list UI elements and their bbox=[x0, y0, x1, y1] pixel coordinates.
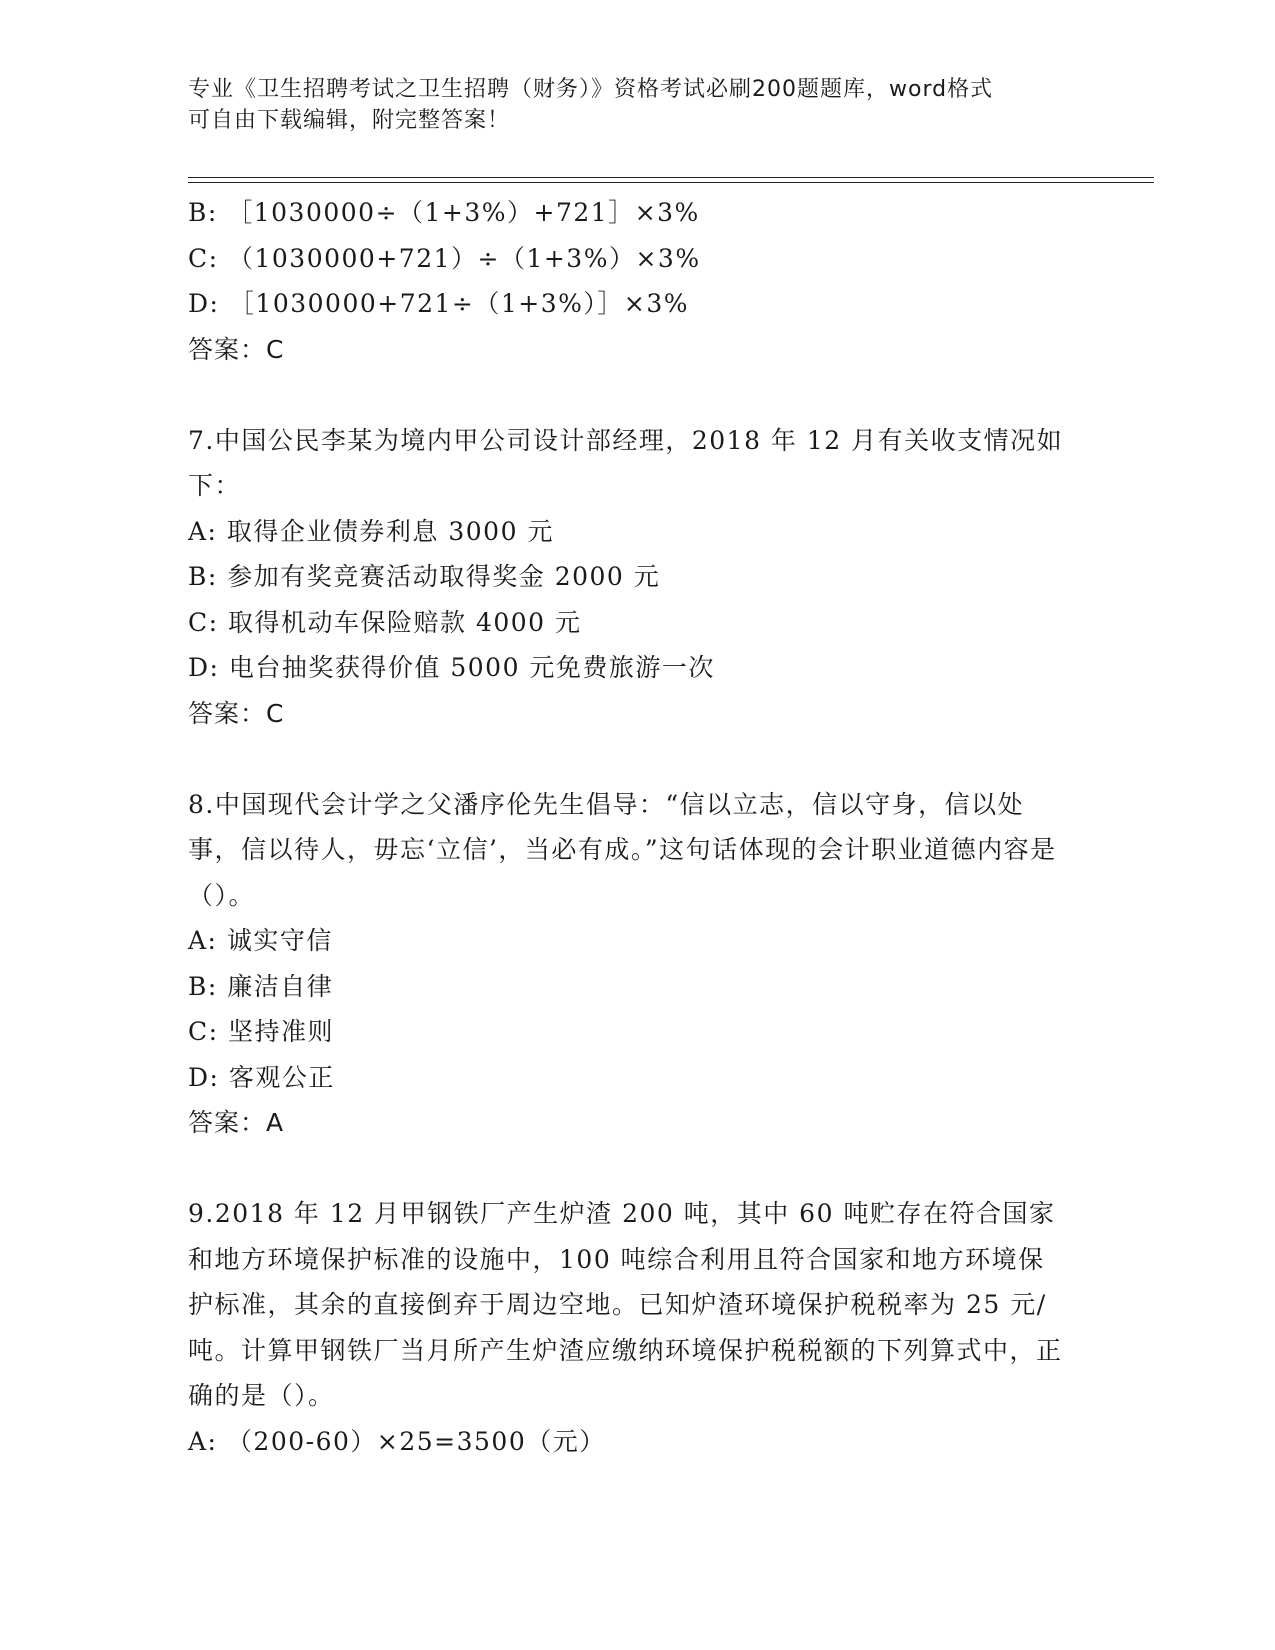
question-6-continued bbox=[188, 190, 1088, 372]
question-7 bbox=[188, 418, 1088, 737]
document-header bbox=[188, 74, 1068, 136]
header-divider-bottom bbox=[188, 182, 1154, 183]
spacer bbox=[188, 1146, 1088, 1192]
question-stem: 9.2018 年 12 月甲钢铁厂产生炉渣 200 吨，其中 60 吨贮存在符合国家和地方环境保护标准的设施中，100 吨综合利用且符合国家和地方环境保护标准，其余的直接倒弃于周边空地。已知炉渣环境保护税税率为 25 元/吨。计算甲钢铁厂当月所产生炉渣应缴纳环境保护税税额的下列算式中，正确的是（）。 bbox=[188, 1199, 1063, 1410]
option-a: A: （200-60）×25=3500（元） bbox=[188, 1426, 606, 1456]
header-line-1: 专业《卫生招聘考试之卫生招聘（财务）》资格考试必刷200题题库，word格式 bbox=[188, 77, 994, 102]
option-a: A: 取得企业债券利息 3000 元 bbox=[188, 516, 554, 546]
question-list bbox=[188, 190, 1088, 1464]
answer-line: 答案：C bbox=[188, 698, 285, 728]
spacer bbox=[188, 736, 1088, 782]
question-9 bbox=[188, 1191, 1088, 1464]
spacer bbox=[188, 372, 1088, 418]
header-line-2: 可自由下载编辑，附完整答案！ bbox=[188, 108, 511, 133]
option-b: B: 参加有奖竞赛活动取得奖金 2000 元 bbox=[188, 562, 661, 591]
option-c: C: （1030000+721）÷（1+3%）×3% bbox=[188, 243, 701, 273]
option-b: B: ［1030000÷（1+3%）+721］×3% bbox=[188, 198, 700, 227]
option-d: D: ［1030000+721÷（1+3%）］×3% bbox=[188, 289, 689, 318]
option-d: D: 电台抽奖获得价值 5000 元免费旅游一次 bbox=[188, 653, 715, 682]
option-a: A: 诚实守信 bbox=[188, 926, 333, 955]
answer-line: 答案：C bbox=[188, 334, 285, 364]
answer-line: 答案：A bbox=[188, 1108, 285, 1137]
question-stem: 7.中国公民李某为境内甲公司设计部经理，2018 年 12 月有关收支情况如下： bbox=[188, 425, 1064, 500]
question-stem: 8.中国现代会计学之父潘序伦先生倡导：“信以立志，信以守身，信以处事，信以待人，毋忘‘立信’，当必有成。”这句话体现的会计职业道德内容是（）。 bbox=[188, 789, 1057, 910]
option-b: B: 廉洁自律 bbox=[188, 971, 334, 1001]
question-8 bbox=[188, 782, 1088, 1146]
option-c: C: 取得机动车保险赔款 4000 元 bbox=[188, 607, 582, 637]
option-d: D: 客观公正 bbox=[188, 1062, 335, 1092]
header-divider-top bbox=[188, 177, 1154, 178]
option-c: C: 坚持准则 bbox=[188, 1017, 334, 1046]
